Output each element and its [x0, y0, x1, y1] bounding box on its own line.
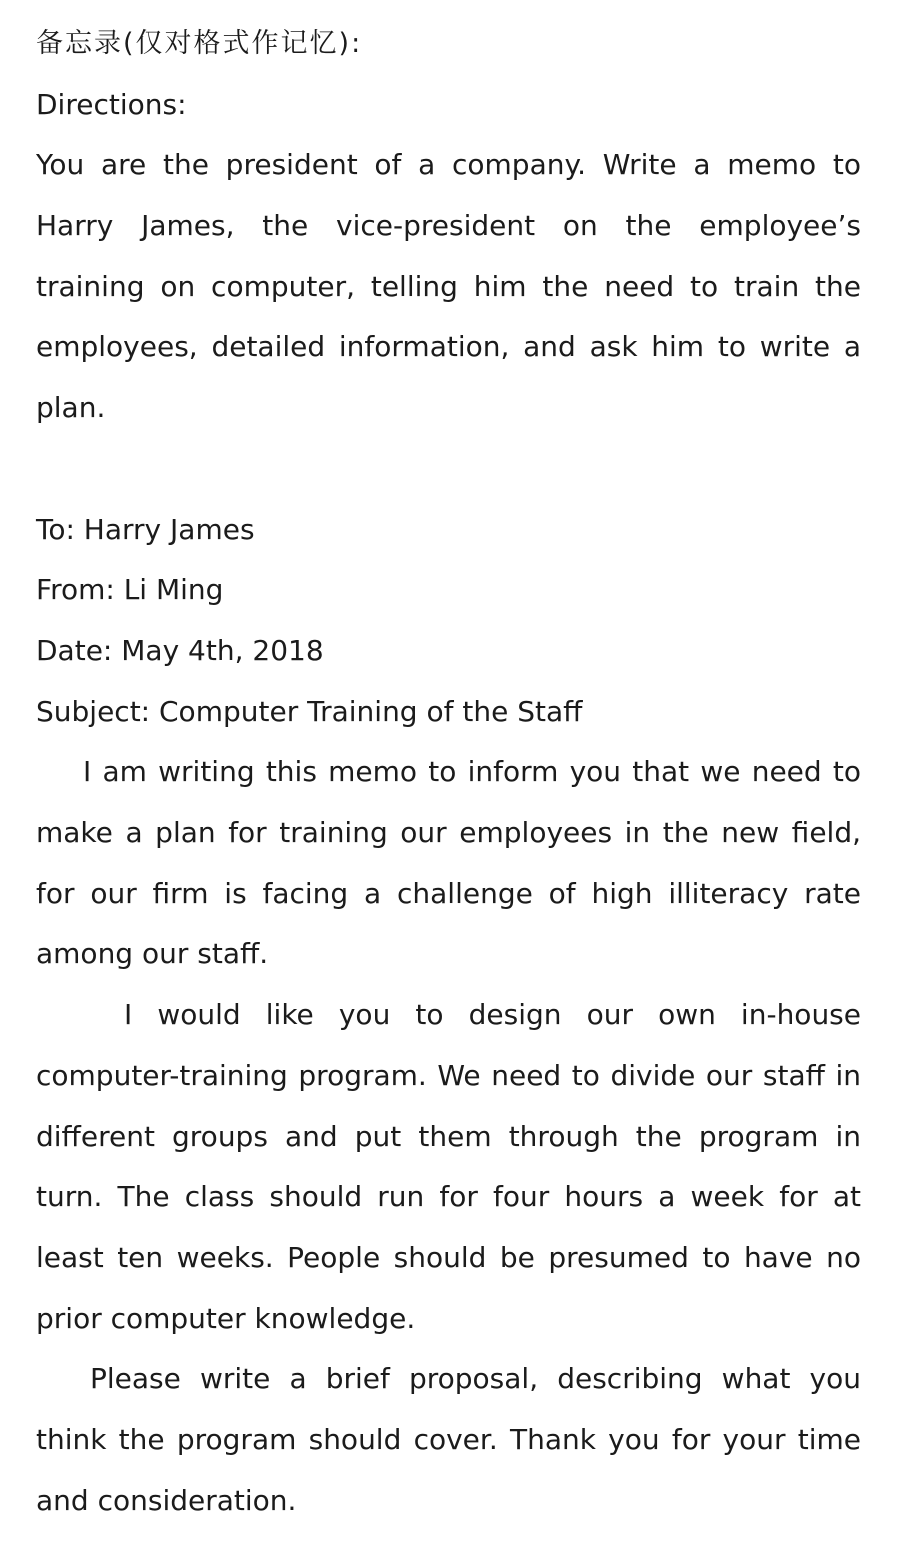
- memo-paragraph-2: I would like you to design our own in-house computer-training program. We need to divide our staff in different groups and put them through the program in turn. The class should run for four hours a week for at least ten weeks. People should be presumed to have no prior computer knowledge.: [36, 998, 861, 1335]
- memo-document: [36, 14, 861, 1531]
- directions-text: You are the president of a company. Write a memo to Harry James, the vice-president on the employee’s training on computer, telling him the need to train the employees, detailed information, and ask him to write a plan.: [36, 148, 861, 425]
- directions-label: Directions:: [36, 87, 187, 121]
- memo-from: From: Li Ming: [36, 573, 224, 607]
- memo-paragraph-1: I am writing this memo to inform you that we need to make a plan for training our employees in the new field, for our firm is facing a challenge of high illiteracy rate among our staff.: [36, 755, 861, 971]
- memo-date: Date: May 4th, 2018: [36, 633, 324, 667]
- section-spacer: [36, 439, 861, 500]
- page-title: 备忘录(仅对格式作记忆):: [36, 28, 363, 59]
- memo-paragraph-3: Please write a brief proposal, describing what you think the program should cover. Thank you for your time and consideration.: [36, 1362, 861, 1517]
- memo-to: To: Harry James: [36, 512, 255, 546]
- memo-subject: Subject: Computer Training of the Staff: [36, 694, 583, 728]
